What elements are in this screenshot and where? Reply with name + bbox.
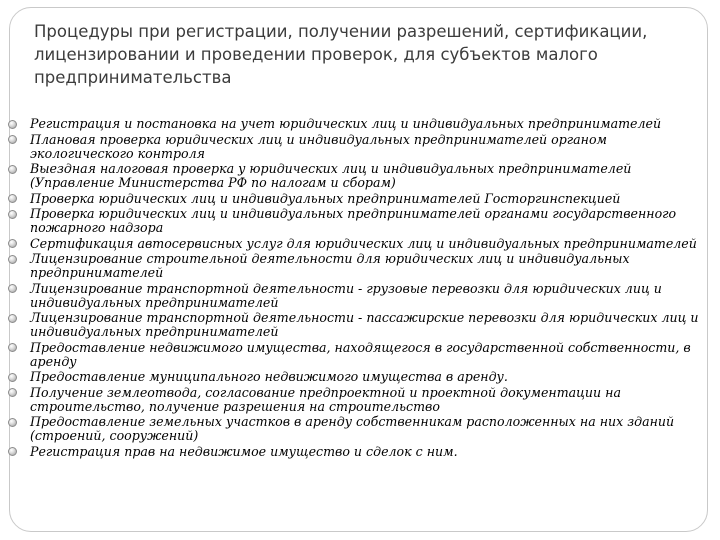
list-item xyxy=(8,386,708,414)
bullet-icon xyxy=(8,418,17,427)
list-item xyxy=(8,311,708,339)
bullet-icon xyxy=(8,343,17,352)
list-item xyxy=(8,252,708,280)
procedure-list xyxy=(8,117,708,460)
bullet-icon xyxy=(8,194,17,203)
list-item-text: Регистрация прав на недвижимое имущество и сделок с ним. xyxy=(30,443,458,459)
bullet-icon xyxy=(8,120,17,129)
list-item-text: Выездная налоговая проверка у юридических лиц и индивидуальных предпринимателей (Управление Министерства РФ по налогам и сборам) xyxy=(30,161,632,190)
list-item xyxy=(8,117,708,131)
list-item-text: Лицензирование транспортной деятельности - пассажирские перевозки для юридических лиц и индивидуальных предпринимателей xyxy=(30,310,699,339)
list-item-text: Предоставление земельных участков в аренду собственникам расположенных на них зданий (строений, сооружений) xyxy=(30,414,675,443)
bullet-icon xyxy=(8,447,17,456)
bullet-icon xyxy=(8,210,17,219)
list-item xyxy=(8,207,708,235)
bullet-icon xyxy=(8,165,17,174)
list-item-text: Сертификация автосервисных услуг для юридических лиц и индивидуальных предпринимателей xyxy=(30,235,697,251)
list-item xyxy=(8,133,708,161)
list-item xyxy=(8,237,708,251)
bullet-icon xyxy=(8,239,17,248)
bullet-icon xyxy=(8,373,17,382)
slide-title: Процедуры при регистрации, получении разрешений, сертификации, лицензировании и проведении проверок, для субъектов малого предпринимательства xyxy=(34,22,648,87)
bullet-icon xyxy=(8,284,17,293)
list-item-text: Предоставление недвижимого имущества, находящегося в государственной собственности, в аренду xyxy=(30,339,691,369)
bullet-icon xyxy=(8,314,17,323)
list-item-text: Регистрация и постановка на учет юридических лиц и индивидуальных предпринимателей xyxy=(30,116,662,131)
list-item xyxy=(8,445,708,459)
list-item-text: Лицензирование транспортной деятельности - грузовые перевозки для юридических лиц и индивидуальных предпринимателей xyxy=(30,280,662,310)
list-item-text: Проверка юридических лиц и индивидуальных предпринимателей Госторгинспекцией xyxy=(30,190,621,206)
list-item xyxy=(8,192,708,206)
list-item-text: Получение землеотвода, согласование предпроектной и проектной документации на строительство, получение разрешения на строительство xyxy=(30,384,621,414)
list-item-text: Плановая проверка юридических лиц и индивидуальных предпринимателей органом экологического контроля xyxy=(30,131,607,161)
list-item xyxy=(8,162,708,190)
bullet-icon xyxy=(8,388,17,397)
list-item-text: Предоставление муниципального недвижимого имущества в аренду. xyxy=(30,369,508,384)
bullet-icon xyxy=(8,135,17,144)
list-item xyxy=(8,282,708,310)
list-item xyxy=(8,370,708,384)
list-item xyxy=(8,341,708,369)
list-item xyxy=(8,415,708,443)
list-item-text: Проверка юридических лиц и индивидуальных предпринимателей органами государственного пожарного надзора xyxy=(30,206,677,235)
bullet-icon xyxy=(8,255,17,264)
list-item-text: Лицензирование строительной деятельности для юридических лиц и индивидуальных предпринимателей xyxy=(30,251,630,280)
